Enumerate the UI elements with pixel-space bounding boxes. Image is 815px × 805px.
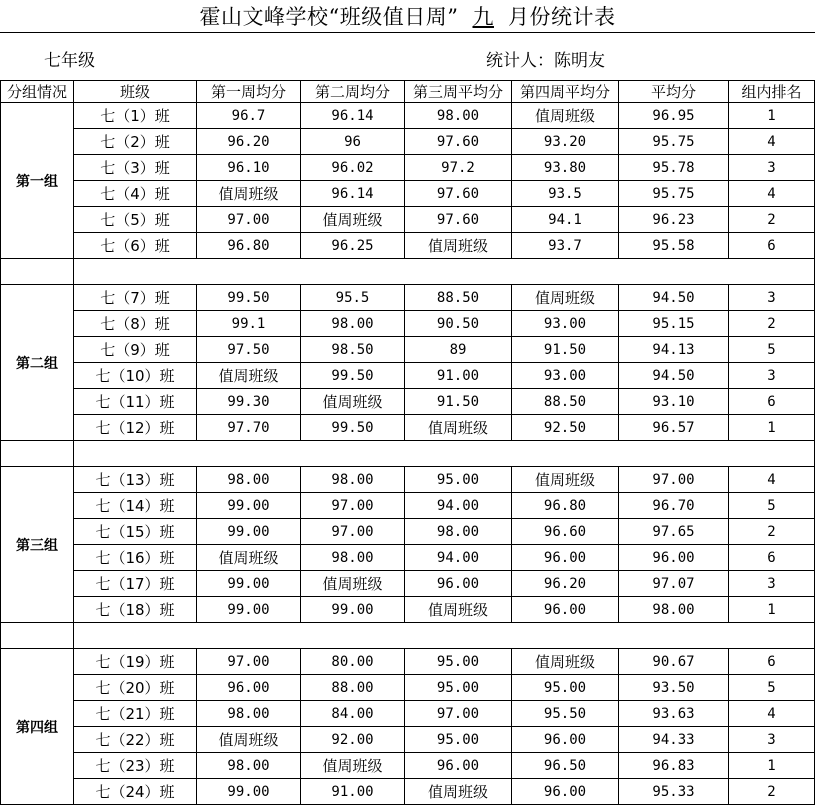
separator-cell [74,441,815,467]
title-prefix: 霍山文峰学校“班级值日周” [199,5,459,29]
separator-cell [74,259,815,285]
average-cell: 90.67 [619,649,729,675]
class-name-cell: 七（5）班 [74,207,197,233]
week-score-cell: 89 [405,337,512,363]
week-score-cell: 96.00 [512,779,619,805]
average-cell: 95.75 [619,129,729,155]
week-score-cell: 98.00 [197,753,301,779]
average-cell: 96.70 [619,493,729,519]
week-score-cell: 99.50 [197,285,301,311]
week-score-cell: 96.50 [512,753,619,779]
table-row [1,181,815,207]
title-month: 九 [472,5,494,29]
week-score-cell: 99.00 [197,779,301,805]
title-suffix: 月份统计表 [507,5,616,29]
week-score-cell: 80.00 [301,649,405,675]
average-cell: 95.78 [619,155,729,181]
class-name-cell: 七（9）班 [74,337,197,363]
class-name-cell: 七（24）班 [74,779,197,805]
rank-cell: 3 [729,363,815,389]
class-name-cell: 七（1）班 [74,103,197,129]
week-score-cell: 98.00 [197,701,301,727]
statistician-label: 统计人：陈明友 [486,51,605,71]
separator-cell [74,623,815,649]
table-row [1,519,815,545]
week-score-cell: 95.00 [405,727,512,753]
column-header: 第四周平均分 [512,81,619,103]
table-row [1,467,815,493]
average-cell: 97.00 [619,467,729,493]
table-row [1,207,815,233]
class-name-cell: 七（16）班 [74,545,197,571]
week-score-cell: 95.00 [512,675,619,701]
rank-cell: 3 [729,571,815,597]
week-score-cell: 98.00 [301,467,405,493]
week-score-cell: 值周班级 [512,649,619,675]
column-header: 第二周均分 [301,81,405,103]
table-row [1,129,815,155]
rank-cell: 1 [729,597,815,623]
week-score-cell: 99.50 [301,415,405,441]
group-label: 第一组 [1,103,74,259]
week-score-cell: 96.80 [197,233,301,259]
rank-cell: 6 [729,545,815,571]
week-score-cell: 94.00 [405,493,512,519]
week-score-cell: 88.50 [512,389,619,415]
week-score-cell: 91.00 [405,363,512,389]
week-score-cell: 95.00 [405,649,512,675]
week-score-cell: 93.00 [512,363,619,389]
class-name-cell: 七（22）班 [74,727,197,753]
column-header: 平均分 [619,81,729,103]
average-cell: 96.23 [619,207,729,233]
week-score-cell: 98.00 [301,545,405,571]
class-name-cell: 七（23）班 [74,753,197,779]
column-header: 第三周平均分 [405,81,512,103]
week-score-cell: 值周班级 [512,467,619,493]
week-score-cell: 95.00 [405,675,512,701]
week-score-cell: 值周班级 [301,207,405,233]
table-row [1,545,815,571]
week-score-cell: 99.00 [301,597,405,623]
group-label: 第三组 [1,467,74,623]
week-score-cell: 96.20 [197,129,301,155]
week-score-cell: 96.00 [405,753,512,779]
week-score-cell: 99.50 [301,363,405,389]
week-score-cell: 值周班级 [197,727,301,753]
table-row [1,311,815,337]
table-row [1,155,815,181]
week-score-cell: 96.00 [405,571,512,597]
class-name-cell: 七（11）班 [74,389,197,415]
week-score-cell: 98.00 [301,311,405,337]
rank-cell: 3 [729,155,815,181]
week-score-cell: 96.00 [512,727,619,753]
week-score-cell: 96 [301,129,405,155]
week-score-cell: 值周班级 [197,363,301,389]
average-cell: 96.00 [619,545,729,571]
week-score-cell: 97.60 [405,181,512,207]
week-score-cell: 92.50 [512,415,619,441]
week-score-cell: 值周班级 [197,181,301,207]
week-score-cell: 96.60 [512,519,619,545]
week-score-cell: 91.50 [405,389,512,415]
week-score-cell: 93.7 [512,233,619,259]
week-score-cell: 88.00 [301,675,405,701]
week-score-cell: 值周班级 [197,545,301,571]
week-score-cell: 95.50 [512,701,619,727]
rank-cell: 2 [729,519,815,545]
week-score-cell: 值周班级 [301,389,405,415]
rank-cell: 3 [729,285,815,311]
sheet-title [0,0,815,32]
column-header: 第一周均分 [197,81,301,103]
week-score-cell: 95.5 [301,285,405,311]
class-name-cell: 七（15）班 [74,519,197,545]
rank-cell: 3 [729,727,815,753]
average-cell: 95.15 [619,311,729,337]
week-score-cell: 值周班级 [301,753,405,779]
class-name-cell: 七（7）班 [74,285,197,311]
rank-cell: 4 [729,701,815,727]
table-row [1,701,815,727]
week-score-cell: 97.2 [405,155,512,181]
rank-cell: 5 [729,337,815,363]
week-score-cell: 98.00 [405,519,512,545]
table-row [1,597,815,623]
sheet-header [0,32,815,80]
average-cell: 94.13 [619,337,729,363]
week-score-cell: 值周班级 [512,285,619,311]
column-header: 组内排名 [729,81,815,103]
week-score-cell: 98.00 [405,103,512,129]
group-label: 第四组 [1,649,74,805]
separator-cell [1,623,74,649]
week-score-cell: 值周班级 [405,415,512,441]
table-row [1,103,815,129]
average-cell: 97.07 [619,571,729,597]
class-name-cell: 七（4）班 [74,181,197,207]
week-score-cell: 97.00 [405,701,512,727]
rank-cell: 4 [729,467,815,493]
table-row [1,389,815,415]
average-cell: 93.50 [619,675,729,701]
week-score-cell: 值周班级 [301,571,405,597]
rank-cell: 1 [729,415,815,441]
table-row [1,337,815,363]
week-score-cell: 97.00 [301,493,405,519]
class-name-cell: 七（20）班 [74,675,197,701]
week-score-cell: 84.00 [301,701,405,727]
table-row [1,571,815,597]
class-name-cell: 七（18）班 [74,597,197,623]
average-cell: 98.00 [619,597,729,623]
rank-cell: 2 [729,311,815,337]
week-score-cell: 99.00 [197,493,301,519]
table-row [1,233,815,259]
table-row [1,285,815,311]
week-score-cell: 93.00 [512,311,619,337]
average-cell: 96.83 [619,753,729,779]
average-cell: 94.33 [619,727,729,753]
week-score-cell: 90.50 [405,311,512,337]
week-score-cell: 97.60 [405,129,512,155]
average-cell: 95.75 [619,181,729,207]
week-score-cell: 值周班级 [405,779,512,805]
average-cell: 94.50 [619,285,729,311]
separator-cell [1,259,74,285]
week-score-cell: 98.50 [301,337,405,363]
table-row [1,649,815,675]
score-table-body [1,81,815,805]
rank-cell: 1 [729,103,815,129]
class-name-cell: 七（6）班 [74,233,197,259]
column-header: 分组情况 [1,81,74,103]
class-name-cell: 七（10）班 [74,363,197,389]
rank-cell: 6 [729,649,815,675]
rank-cell: 6 [729,389,815,415]
week-score-cell: 97.70 [197,415,301,441]
class-name-cell: 七（3）班 [74,155,197,181]
week-score-cell: 93.80 [512,155,619,181]
group-separator-row [1,623,815,649]
week-score-cell: 值周班级 [405,597,512,623]
week-score-cell: 91.50 [512,337,619,363]
average-cell: 93.10 [619,389,729,415]
group-separator-row [1,259,815,285]
week-score-cell: 96.7 [197,103,301,129]
table-row [1,675,815,701]
week-score-cell: 96.25 [301,233,405,259]
week-score-cell: 99.1 [197,311,301,337]
class-name-cell: 七（8）班 [74,311,197,337]
week-score-cell: 99.00 [197,571,301,597]
week-score-cell: 96.10 [197,155,301,181]
class-name-cell: 七（12）班 [74,415,197,441]
week-score-cell: 96.80 [512,493,619,519]
rank-cell: 5 [729,493,815,519]
class-name-cell: 七（21）班 [74,701,197,727]
header-row [1,81,815,103]
week-score-cell: 96.00 [512,545,619,571]
rank-cell: 2 [729,779,815,805]
table-row [1,727,815,753]
week-score-cell: 95.00 [405,467,512,493]
week-score-cell: 96.20 [512,571,619,597]
class-name-cell: 七（2）班 [74,129,197,155]
week-score-cell: 97.00 [197,649,301,675]
week-score-cell: 96.02 [301,155,405,181]
week-score-cell: 98.00 [197,467,301,493]
separator-cell [1,441,74,467]
grade-label: 七年级 [44,51,95,71]
week-score-cell: 93.20 [512,129,619,155]
table-row [1,415,815,441]
average-cell: 95.33 [619,779,729,805]
week-score-cell: 96.14 [301,103,405,129]
week-score-cell: 94.00 [405,545,512,571]
rank-cell: 4 [729,129,815,155]
average-cell: 95.58 [619,233,729,259]
rank-cell: 6 [729,233,815,259]
week-score-cell: 值周班级 [512,103,619,129]
week-score-cell: 97.60 [405,207,512,233]
rank-cell: 4 [729,181,815,207]
week-score-cell: 99.30 [197,389,301,415]
class-name-cell: 七（17）班 [74,571,197,597]
average-cell: 96.57 [619,415,729,441]
week-score-cell: 97.00 [197,207,301,233]
average-cell: 97.65 [619,519,729,545]
week-score-cell: 96.00 [197,675,301,701]
score-table [0,80,815,805]
group-label: 第二组 [1,285,74,441]
class-name-cell: 七（13）班 [74,467,197,493]
class-name-cell: 七（19）班 [74,649,197,675]
average-cell: 96.95 [619,103,729,129]
rank-cell: 2 [729,207,815,233]
rank-cell: 1 [729,753,815,779]
rank-cell: 5 [729,675,815,701]
week-score-cell: 91.00 [301,779,405,805]
table-row [1,493,815,519]
week-score-cell: 92.00 [301,727,405,753]
table-row [1,753,815,779]
week-score-cell: 97.50 [197,337,301,363]
week-score-cell: 99.00 [197,597,301,623]
week-score-cell: 97.00 [301,519,405,545]
week-score-cell: 88.50 [405,285,512,311]
week-score-cell: 值周班级 [405,233,512,259]
week-score-cell: 94.1 [512,207,619,233]
table-row [1,363,815,389]
average-cell: 93.63 [619,701,729,727]
class-name-cell: 七（14）班 [74,493,197,519]
average-cell: 94.50 [619,363,729,389]
week-score-cell: 96.00 [512,597,619,623]
week-score-cell: 99.00 [197,519,301,545]
week-score-cell: 96.14 [301,181,405,207]
table-row [1,779,815,805]
group-separator-row [1,441,815,467]
column-header: 班级 [74,81,197,103]
week-score-cell: 93.5 [512,181,619,207]
